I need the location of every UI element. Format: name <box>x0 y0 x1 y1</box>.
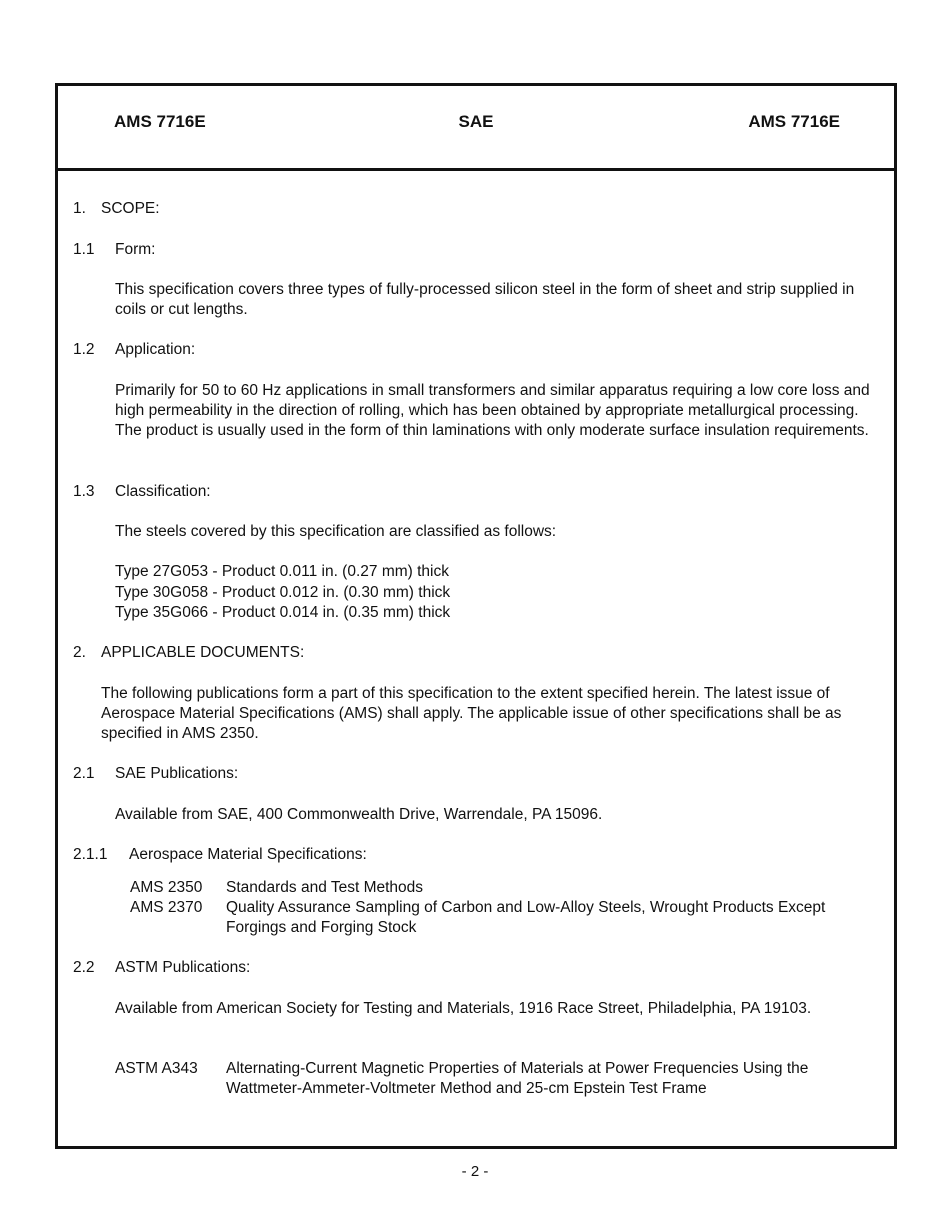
section-title: ASTM Publications: <box>115 959 251 976</box>
paragraph: Available from SAE, 400 Commonwealth Drive, Warrendale, PA 15096. <box>115 806 603 823</box>
header-organization: SAE <box>458 112 494 131</box>
section-title: Classification: <box>115 483 211 500</box>
type-list-item: Type 27G053 - Product 0.011 in. (0.27 mm) thick <box>115 563 449 580</box>
document-title: Alternating-Current Magnetic Properties of Materials at Power Frequencies Using the Wattmeter-Ammeter-Voltmeter Method and 25-cm Epstein Test Frame <box>226 1060 809 1097</box>
type-list-item: Type 30G058 - Product 0.012 in. (0.30 mm) thick <box>115 584 451 601</box>
section-number: 2.2 <box>73 959 95 976</box>
paragraph: Available from American Society for Testing and Materials, 1916 Race Street, Philadelphia, PA 19103. <box>115 1000 812 1017</box>
page-number: - 2 - <box>461 1163 489 1180</box>
paragraph: This specification covers three types of fully-processed silicon steel in the form of sheet and strip supplied in coils or cut lengths. <box>115 281 855 318</box>
section-title: SAE Publications: <box>115 765 239 782</box>
document-code: AMS 2350 <box>130 879 203 896</box>
header-spec-code-left: AMS 7716E <box>114 112 206 131</box>
document-code: AMS 2370 <box>130 899 203 916</box>
section-title: APPLICABLE DOCUMENTS: <box>101 644 305 661</box>
section-title: Aerospace Material Specifications: <box>129 846 367 863</box>
section-number: 1. <box>73 200 86 217</box>
section-number: 2. <box>73 644 86 661</box>
header-spec-code-right: AMS 7716E <box>748 112 840 131</box>
paragraph: The following publications form a part of this specification to the extent specified herein. The latest issue of Aerospace Material Specifications (AMS) shall apply. The applicable issue of other specifications shall be as specified in AMS 2350. <box>101 685 842 742</box>
section-title: Form: <box>115 241 156 258</box>
section-title: Application: <box>115 341 196 358</box>
paragraph: Primarily for 50 to 60 Hz applications in small transformers and similar apparatus requiring a low core loss and high permeability in the direction of rolling, which has been obtained by appropriate metallurgical processing. The product is usually used in the form of thin laminations with only moderate surface insulation requirements. <box>115 382 870 439</box>
document-title: Standards and Test Methods <box>226 879 424 896</box>
document-title: Quality Assurance Sampling of Carbon and Low-Alloy Steels, Wrought Products Except Forgings and Forging Stock <box>226 899 826 936</box>
type-list-item: Type 35G066 - Product 0.014 in. (0.35 mm) thick <box>115 604 451 621</box>
paragraph: The steels covered by this specification are classified as follows: <box>115 523 557 540</box>
section-number: 2.1.1 <box>73 846 108 863</box>
section-number: 2.1 <box>73 765 95 782</box>
section-number: 1.3 <box>73 483 95 500</box>
document-frame <box>55 83 897 1149</box>
section-title: SCOPE: <box>101 200 160 217</box>
page-header <box>58 86 894 171</box>
section-number: 1.2 <box>73 341 95 358</box>
document-code: ASTM A343 <box>115 1060 198 1077</box>
section-number: 1.1 <box>73 241 95 258</box>
